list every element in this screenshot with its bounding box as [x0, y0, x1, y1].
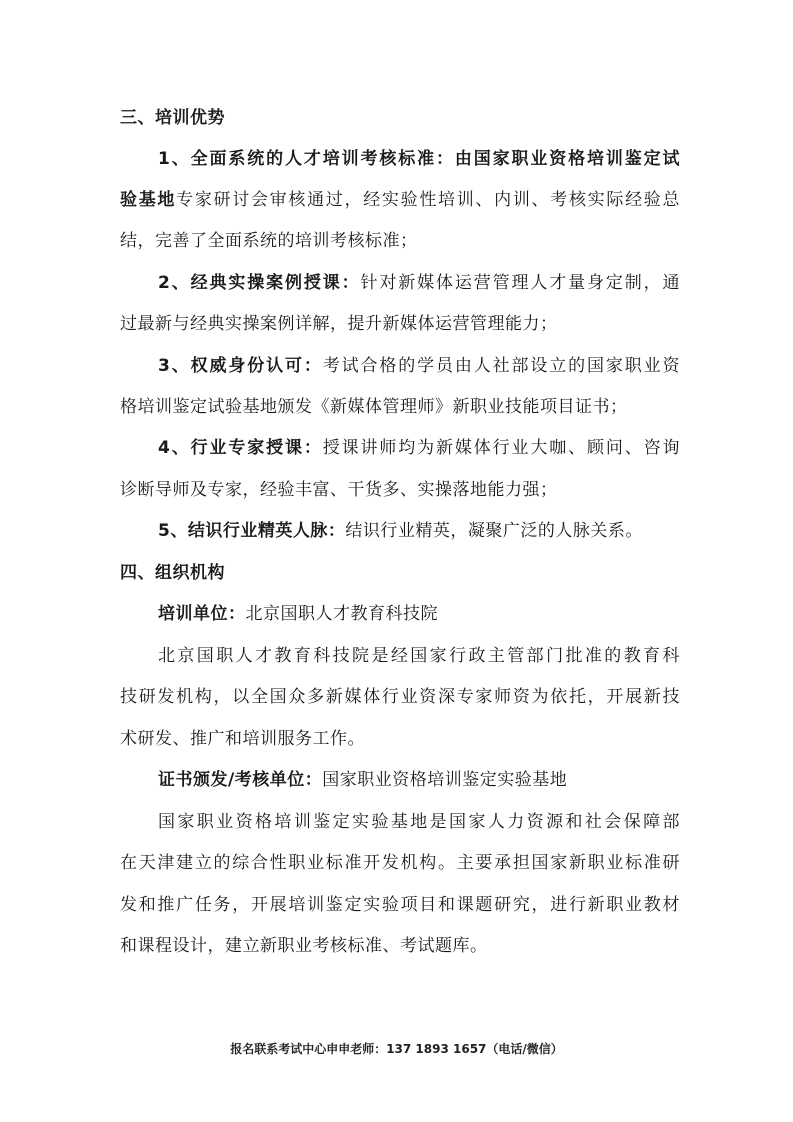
footer-contact: 报名联系考试中心申申老师：137 1893 1657（电话/微信）	[230, 1042, 563, 1056]
cert-unit-desc-2: 在天津建立的综合性职业标准开发机构。主要承担国家新职业标准研	[120, 853, 680, 873]
item-4-title: 4、行业专家授课：	[158, 438, 323, 458]
item-5-line-1	[158, 519, 680, 543]
item-1-text-2: 专家研讨会审核通过，经实验性培训、内训、考核实际经验总	[176, 190, 681, 210]
section-3-heading: 三、培训优势	[120, 108, 225, 128]
cert-unit-desc-1: 国家职业资格培训鉴定实验基地是国家人力资源和社会保障部	[158, 812, 680, 832]
cert-unit-value: 国家职业资格培训鉴定实验基地	[322, 770, 568, 790]
cert-unit-desc-3: 发和推广任务，开展培训鉴定实验项目和课题研究，进行新职业教材	[120, 895, 680, 915]
item-2-title: 2、经典实操案例授课：	[158, 273, 361, 293]
training-unit-value: 北京国职人才教育科技院	[245, 604, 438, 624]
item-3-text-2: 格培训鉴定试验基地颁发《新媒体管理师》新职业技能项目证书；	[120, 397, 628, 417]
training-unit-line	[158, 602, 680, 626]
training-unit-label: 培训单位：	[158, 604, 246, 624]
item-3-text-1: 考试合格的学员由人社部设立的国家职业资	[322, 356, 680, 376]
item-1-title-cont: 验基地	[120, 190, 177, 210]
item-2-line-1	[158, 271, 680, 295]
cert-unit-desc-4: 和课程设计，建立新职业考核标准、考试题库。	[120, 936, 488, 956]
item-4-text-2: 诊断导师及专家，经验丰富、干货多、实操落地能力强；	[120, 480, 558, 500]
item-1-text-3: 结，完善了全面系统的培训考核标准；	[120, 231, 418, 251]
training-unit-desc-2: 技研发机构，以全国众多新媒体行业资深专家师资为依托，开展新技	[120, 687, 680, 707]
section-4-heading: 四、组织机构	[120, 563, 225, 583]
item-1-line-2	[120, 188, 680, 212]
item-1-title: 1、全面系统的人才培训考核标准：由国家职业资格培训鉴定试	[158, 149, 680, 169]
item-4-line-1	[158, 436, 680, 460]
item-5-title: 5、结识行业精英人脉：	[158, 521, 346, 541]
item-5-text-1: 结识行业精英，凝聚广泛的人脉关系。	[345, 521, 643, 541]
item-4-text-1: 授课讲师均为新媒体行业大咖、顾问、咨询	[322, 438, 680, 458]
item-3-title: 3、权威身份认可：	[158, 356, 323, 376]
cert-unit-line	[158, 768, 680, 792]
cert-unit-label: 证书颁发/考核单位：	[158, 770, 323, 790]
training-unit-desc-3: 术研发、推广和培训服务工作。	[120, 729, 365, 749]
item-2-text-1: 针对新媒体运营管理人才量身定制，通	[360, 273, 680, 293]
item-3-line-1	[158, 354, 680, 378]
training-unit-desc-1: 北京国职人才教育科技院是经国家行政主管部门批准的教育科	[158, 646, 680, 666]
item-2-text-2: 过最新与经典实操案例详解，提升新媒体运营管理能力；	[120, 314, 558, 334]
